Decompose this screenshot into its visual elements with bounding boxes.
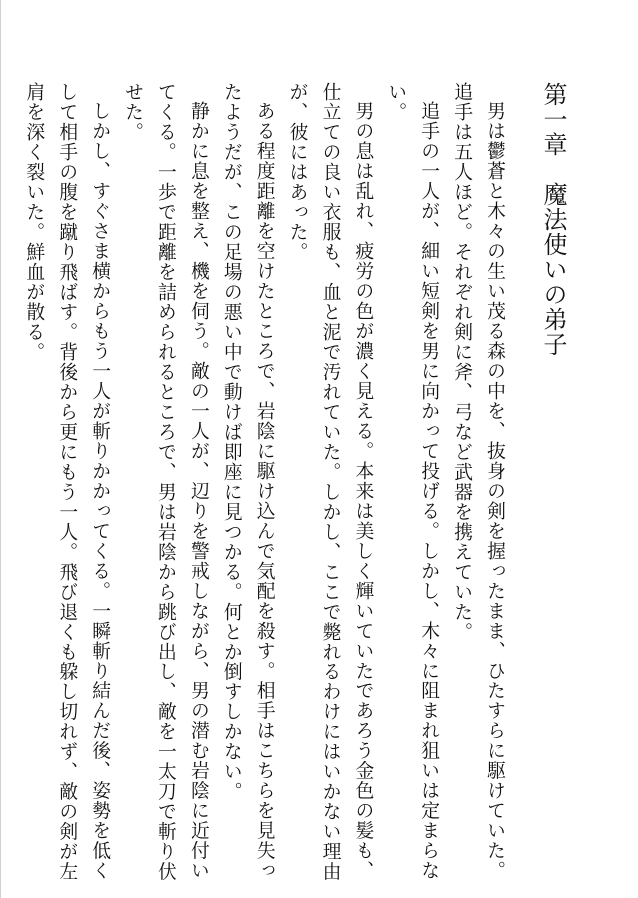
paragraph: 男は鬱蒼と木々の生い茂る森の中を、抜身の剣を握ったまま、ひたすらに駆けていた。追手は五人ほど。それぞれ剣に斧、弓など武器を携えていた。 [451, 82, 505, 881]
paragraph: ある程度距離を空けたところで、岩陰に駆け込んで気配を殺す。相手はこちらを見失ったようだが、この足場の悪い中で動けば即座に見つかる。何とか倒すしかない。 [220, 82, 275, 881]
paragraph: しかし、すぐさま横からもう一人が斬りかかってくる。一瞬斬り結んだ後、姿勢を低くして相手の腹を蹴り飛ばす。背後から更にもう一人。飛び退くも躱し切れず、敵の剣が左肩を深く裂いた。鮮血が散る。 [23, 82, 111, 882]
paragraph: 静かに息を整え、機を伺う。敵の一人が、辺りを警戒しながら、男の潜む岩陰に近付いてくる。一歩で距離を詰められるところで、男は岩陰から跳び出し、敵を一太刀で斬り伏せた。 [122, 82, 209, 882]
paragraph: 追手の一人が、細い短剣を男に向かって投げる。しかし、木々に阻まれ狙いは定まらない。 [385, 82, 440, 881]
vertical-text-body [16, 82, 568, 882]
chapter-title: 第一章 魔法使いの弟子 [539, 82, 567, 357]
paragraph: 男の息は乱れ、疲労の色が濃く見える。本来は美しく輝いていたであろう金色の髪も、仕立ての良い衣服も、血と泥で汚れていた。しかし、ここで斃れるわけにはいかない理由が、彼にはあった。 [286, 82, 374, 882]
